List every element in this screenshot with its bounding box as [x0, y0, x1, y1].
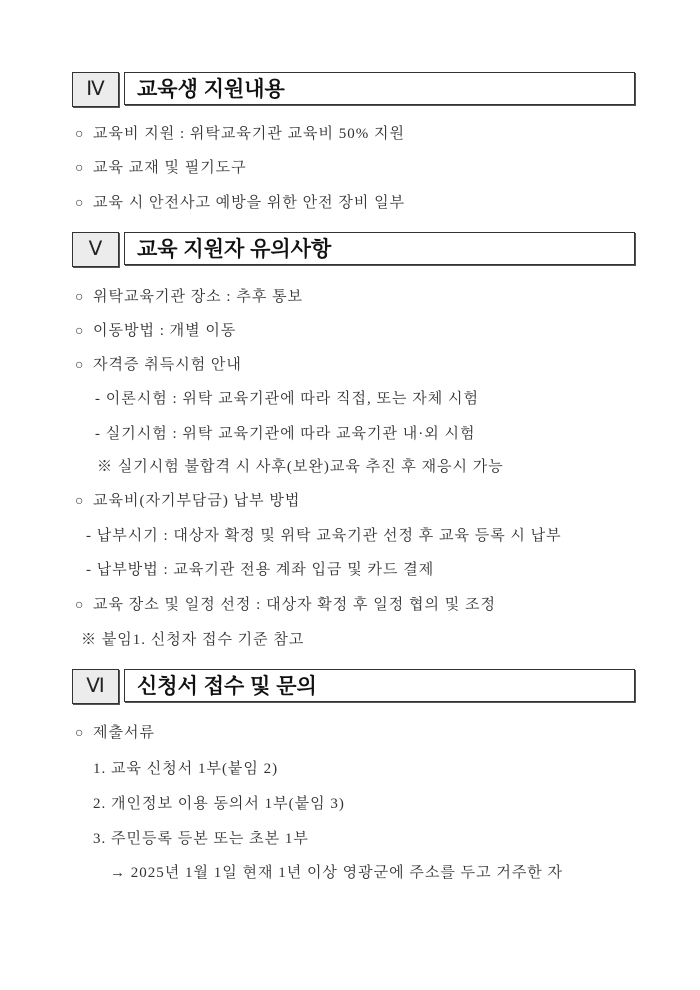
- list-item: [75, 158, 247, 179]
- numbered-item: 3. 주민등록 등본 또는 초본 1부: [93, 831, 309, 847]
- section-title-6: 신청서 접수 및 문의: [124, 669, 635, 702]
- list-item-text: 교육 장소 및 일정 선정 : 대상자 확정 후 일정 협의 및 조정: [93, 597, 496, 613]
- sub-item: - 납부방법 : 교육기관 전용 계좌 입금 및 카드 결제: [86, 562, 435, 578]
- bullet-circle-icon: ○: [75, 494, 85, 509]
- list-item: [75, 321, 236, 342]
- list-item-text: 교육비(자기부담금) 납부 방법: [93, 493, 301, 509]
- section-title-4: 교육생 지원내용: [124, 72, 635, 105]
- note: ※ 실기시험 불합격 시 사후(보완)교육 추진 후 재응시 가능: [97, 459, 504, 475]
- list-item-text: 위탁교육기관 장소 : 추후 통보: [93, 289, 304, 305]
- list-item: [75, 287, 303, 308]
- bullet-circle-icon: ○: [75, 290, 85, 305]
- list-item: [75, 355, 242, 376]
- list-item-text: 자격증 취득시험 안내: [93, 357, 242, 373]
- note: → 2025년 1월 1일 현재 1년 이상 영광군에 주소를 두고 거주한 자: [110, 865, 564, 881]
- list-item-text: 이동방법 : 개별 이동: [93, 323, 237, 339]
- numbered-item: 1. 교육 신청서 1부(붙임 2): [93, 761, 279, 777]
- list-item: [75, 193, 405, 214]
- list-item: [75, 124, 405, 145]
- list-item-text: 교육 시 안전사고 예방을 위한 안전 장비 일부: [93, 195, 406, 211]
- section-numeral-6: Ⅵ: [72, 669, 119, 704]
- list-item-text: 교육 교재 및 필기도구: [93, 160, 247, 176]
- list-item: [75, 595, 496, 616]
- bullet-circle-icon: ○: [75, 324, 85, 339]
- sub-item: - 실기시험 : 위탁 교육기관에 따라 교육기관 내·외 시험: [95, 426, 476, 442]
- note: ※ 붙임1. 신청자 접수 기준 참고: [81, 632, 305, 648]
- sub-item: - 납부시기 : 대상자 확정 및 위탁 교육기관 선정 후 교육 등록 시 납부: [86, 528, 562, 544]
- bullet-circle-icon: ○: [75, 127, 85, 142]
- sub-item: - 이론시험 : 위탁 교육기관에 따라 직접, 또는 자체 시험: [95, 391, 479, 407]
- section-numeral-4: Ⅳ: [72, 72, 119, 107]
- bullet-circle-icon: ○: [75, 358, 85, 373]
- list-item-text: 제출서류: [93, 725, 155, 741]
- list-item-text: 교육비 지원 : 위탁교육기관 교육비 50% 지원: [93, 126, 406, 142]
- bullet-circle-icon: ○: [75, 161, 85, 176]
- numbered-item: 2. 개인정보 이용 동의서 1부(붙임 3): [93, 796, 345, 812]
- section-title-5: 교육 지원자 유의사항: [124, 232, 635, 265]
- section-numeral-5: Ⅴ: [72, 232, 119, 267]
- bullet-circle-icon: ○: [75, 726, 85, 741]
- list-item: [75, 491, 300, 512]
- bullet-circle-icon: ○: [75, 598, 85, 613]
- list-item: [75, 723, 155, 744]
- bullet-circle-icon: ○: [75, 196, 85, 211]
